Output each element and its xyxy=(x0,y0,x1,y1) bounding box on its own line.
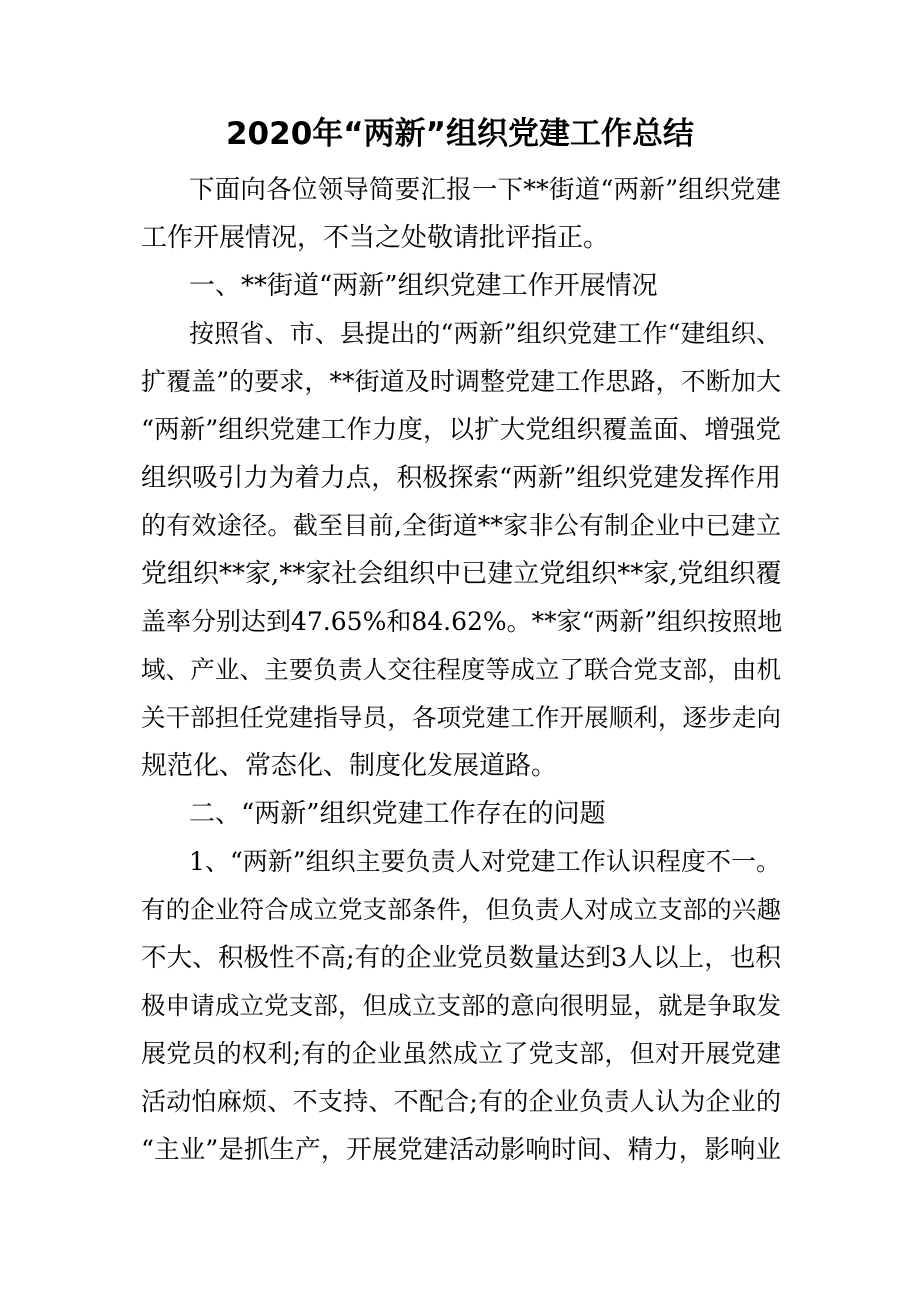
body-line: 1、“两新”组织主要负责人对党建工作认识程度不一。 xyxy=(189,847,781,876)
body-line: 极申请成立党支部，但成立支部的意向很明显，就是争取发 xyxy=(141,991,781,1020)
body-line: 工作开展情况，不当之处敬请批评指正。 xyxy=(141,223,610,253)
body-line: “主业”是抓生产，开展党建活动影响时间、精力，影响业 xyxy=(141,1135,781,1165)
body-line: 关干部担任党建指导员，各项党建工作开展顺利，逐步走向 xyxy=(141,703,781,732)
body-line: 按照省、市、县提出的“两新”组织党建工作“建组织、 xyxy=(189,319,781,348)
document-title: 2020年“两新”组织党建工作总结 xyxy=(225,116,695,152)
body-line: 有的企业符合成立党支部条件，但负责人对成立支部的兴趣 xyxy=(141,895,781,924)
body-line: 的有效途径。截至目前,全街道**家非公有制企业中已建立 xyxy=(141,511,781,540)
body-line: 不大、积极性不高;有的企业党员数量达到3人以上，也积 xyxy=(141,943,781,973)
body-line: 规范化、常态化、制度化发展道路。 xyxy=(141,751,558,781)
body-line: 组织吸引力为着力点，积极探索“两新”组织党建发挥作用 xyxy=(141,463,781,493)
body-line: 下面向各位领导简要汇报一下**街道“两新”组织党建 xyxy=(189,175,781,205)
body-line: 域、产业、主要负责人交往程度等成立了联合党支部，由机 xyxy=(141,655,781,684)
body-line: 盖率分别达到47.65%和84.62%。**家“两新”组织按照地 xyxy=(141,607,783,636)
body-line: “两新”组织党建工作力度，以扩大党组织覆盖面、增强党 xyxy=(141,415,781,445)
section-heading: 一、**街道“两新”组织党建工作开展情况 xyxy=(189,271,658,301)
body-line: 活动怕麻烦、不支持、不配合;有的企业负责人认为企业的 xyxy=(141,1087,781,1116)
section-heading: 二、“两新”组织党建工作存在的问题 xyxy=(189,799,606,829)
body-line: 党组织**家,**家社会组织中已建立党组织**家,党组织覆 xyxy=(141,559,782,589)
body-line: 扩覆盖”的要求，**街道及时调整党建工作思路，不断加大 xyxy=(141,367,781,396)
body-line: 展党员的权利;有的企业虽然成立了党支部，但对开展党建 xyxy=(141,1039,781,1068)
